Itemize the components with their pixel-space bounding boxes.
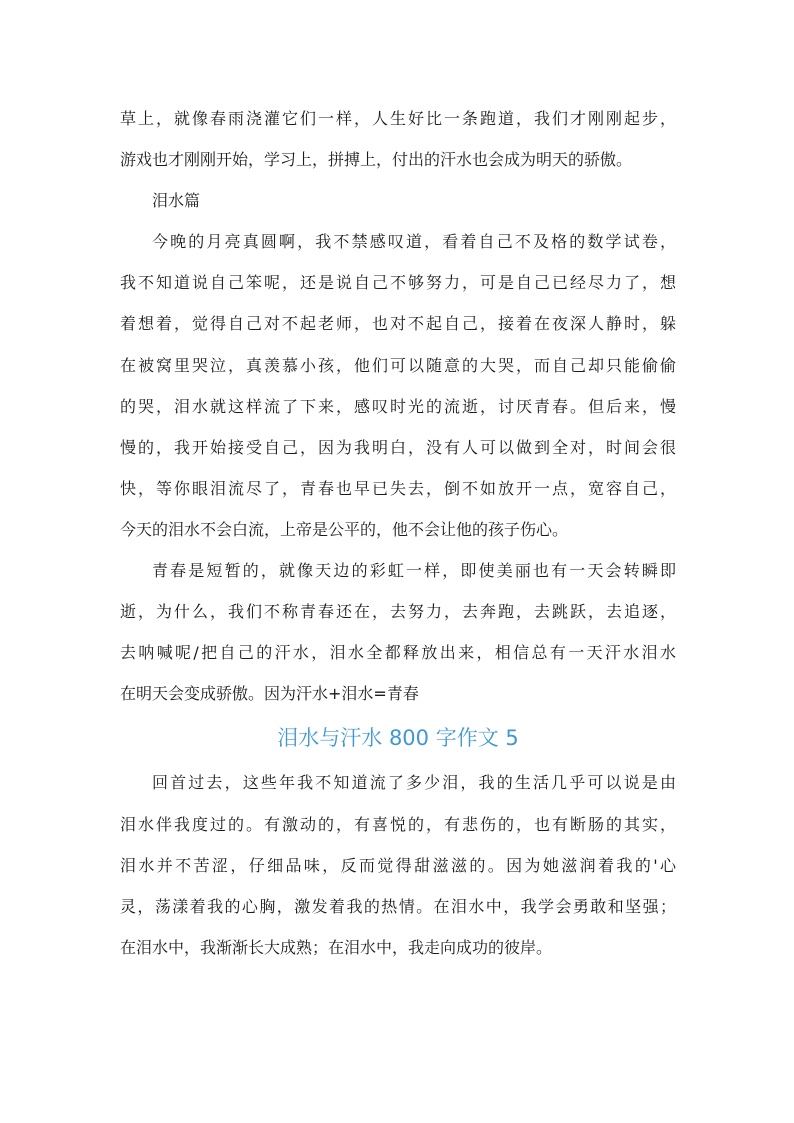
text-line: 今晚的月亮真圆啊，我不禁感叹道，看着自己不及格的数学试卷， <box>152 232 676 252</box>
text-line: 去呐喊呢/把自己的汗水，泪水全都释放出来，相信总有一天汗水泪水 <box>120 643 676 663</box>
text-line: 快，等你眼泪流尽了，青春也早已失去，倒不如放开一点，宽容自己， <box>120 478 676 498</box>
document-page <box>120 98 676 968</box>
text-line: 泪水伴我度过的。有激动的，有喜悦的，有悲伤的，也有断肠的其实， <box>120 814 676 834</box>
section-title: 泪水篇 <box>152 191 201 211</box>
text-line: 灵，荡漾着我的心胸，激发着我的热情。在泪水中，我学会勇敢和坚强； <box>120 896 676 916</box>
text-line: 的哭，泪水就这样流了下来，感叹时光的流逝，讨厌青春。但后来，慢 <box>120 396 676 416</box>
text-line: 逝，为什么，我们不称青春还在，去努力，去奔跑，去跳跃，去追逐， <box>120 602 676 622</box>
article-heading: 泪水与汗水 800 字作文 5 <box>277 726 519 751</box>
text-line: 泪水并不苦涩，仔细品味，反而觉得甜滋滋的。因为她滋润着我的'心 <box>120 855 676 875</box>
paragraph-youth <box>120 550 676 714</box>
paragraph-lookback <box>120 762 676 967</box>
text-line: 青春是短暂的，就像天边的彩虹一样，即使美丽也有一天会转瞬即 <box>152 561 676 581</box>
intro-paragraph <box>120 98 676 180</box>
text-line: 草上，就像春雨浇灌它们一样，人生好比一条跑道，我们才刚刚起步， <box>120 109 676 128</box>
text-line: 慢的，我开始接受自己，因为我明白，没有人可以做到全对，时间会很 <box>120 437 676 457</box>
text-line: 游戏也才刚刚开始，学习上，拼搏上，付出的汗水也会成为明天的骄傲。 <box>120 150 633 170</box>
paragraph-tonight <box>120 221 676 550</box>
text-line: 在明天会变成骄傲。因为汗水+泪水=青春 <box>120 684 419 704</box>
text-line: 我不知道说自己笨呢，还是说自己不够努力，可是自己已经尽力了，想 <box>120 273 676 293</box>
text-line: 在被窝里哭泣，真羡慕小孩，他们可以随意的大哭，而自己却只能偷偷 <box>120 355 676 375</box>
text-line: 着想着，觉得自己对不起老师，也对不起自己，接着在夜深人静时，躲 <box>120 314 676 334</box>
text-line: 在泪水中，我渐渐长大成熟；在泪水中，我走向成功的彼岸。 <box>120 937 553 957</box>
text-line: 回首过去，这些年我不知道流了多少泪，我的生活几乎可以说是由 <box>152 773 676 793</box>
text-line: 今天的泪水不会白流，上帝是公平的，他不会让他的孩子伤心。 <box>120 519 569 539</box>
